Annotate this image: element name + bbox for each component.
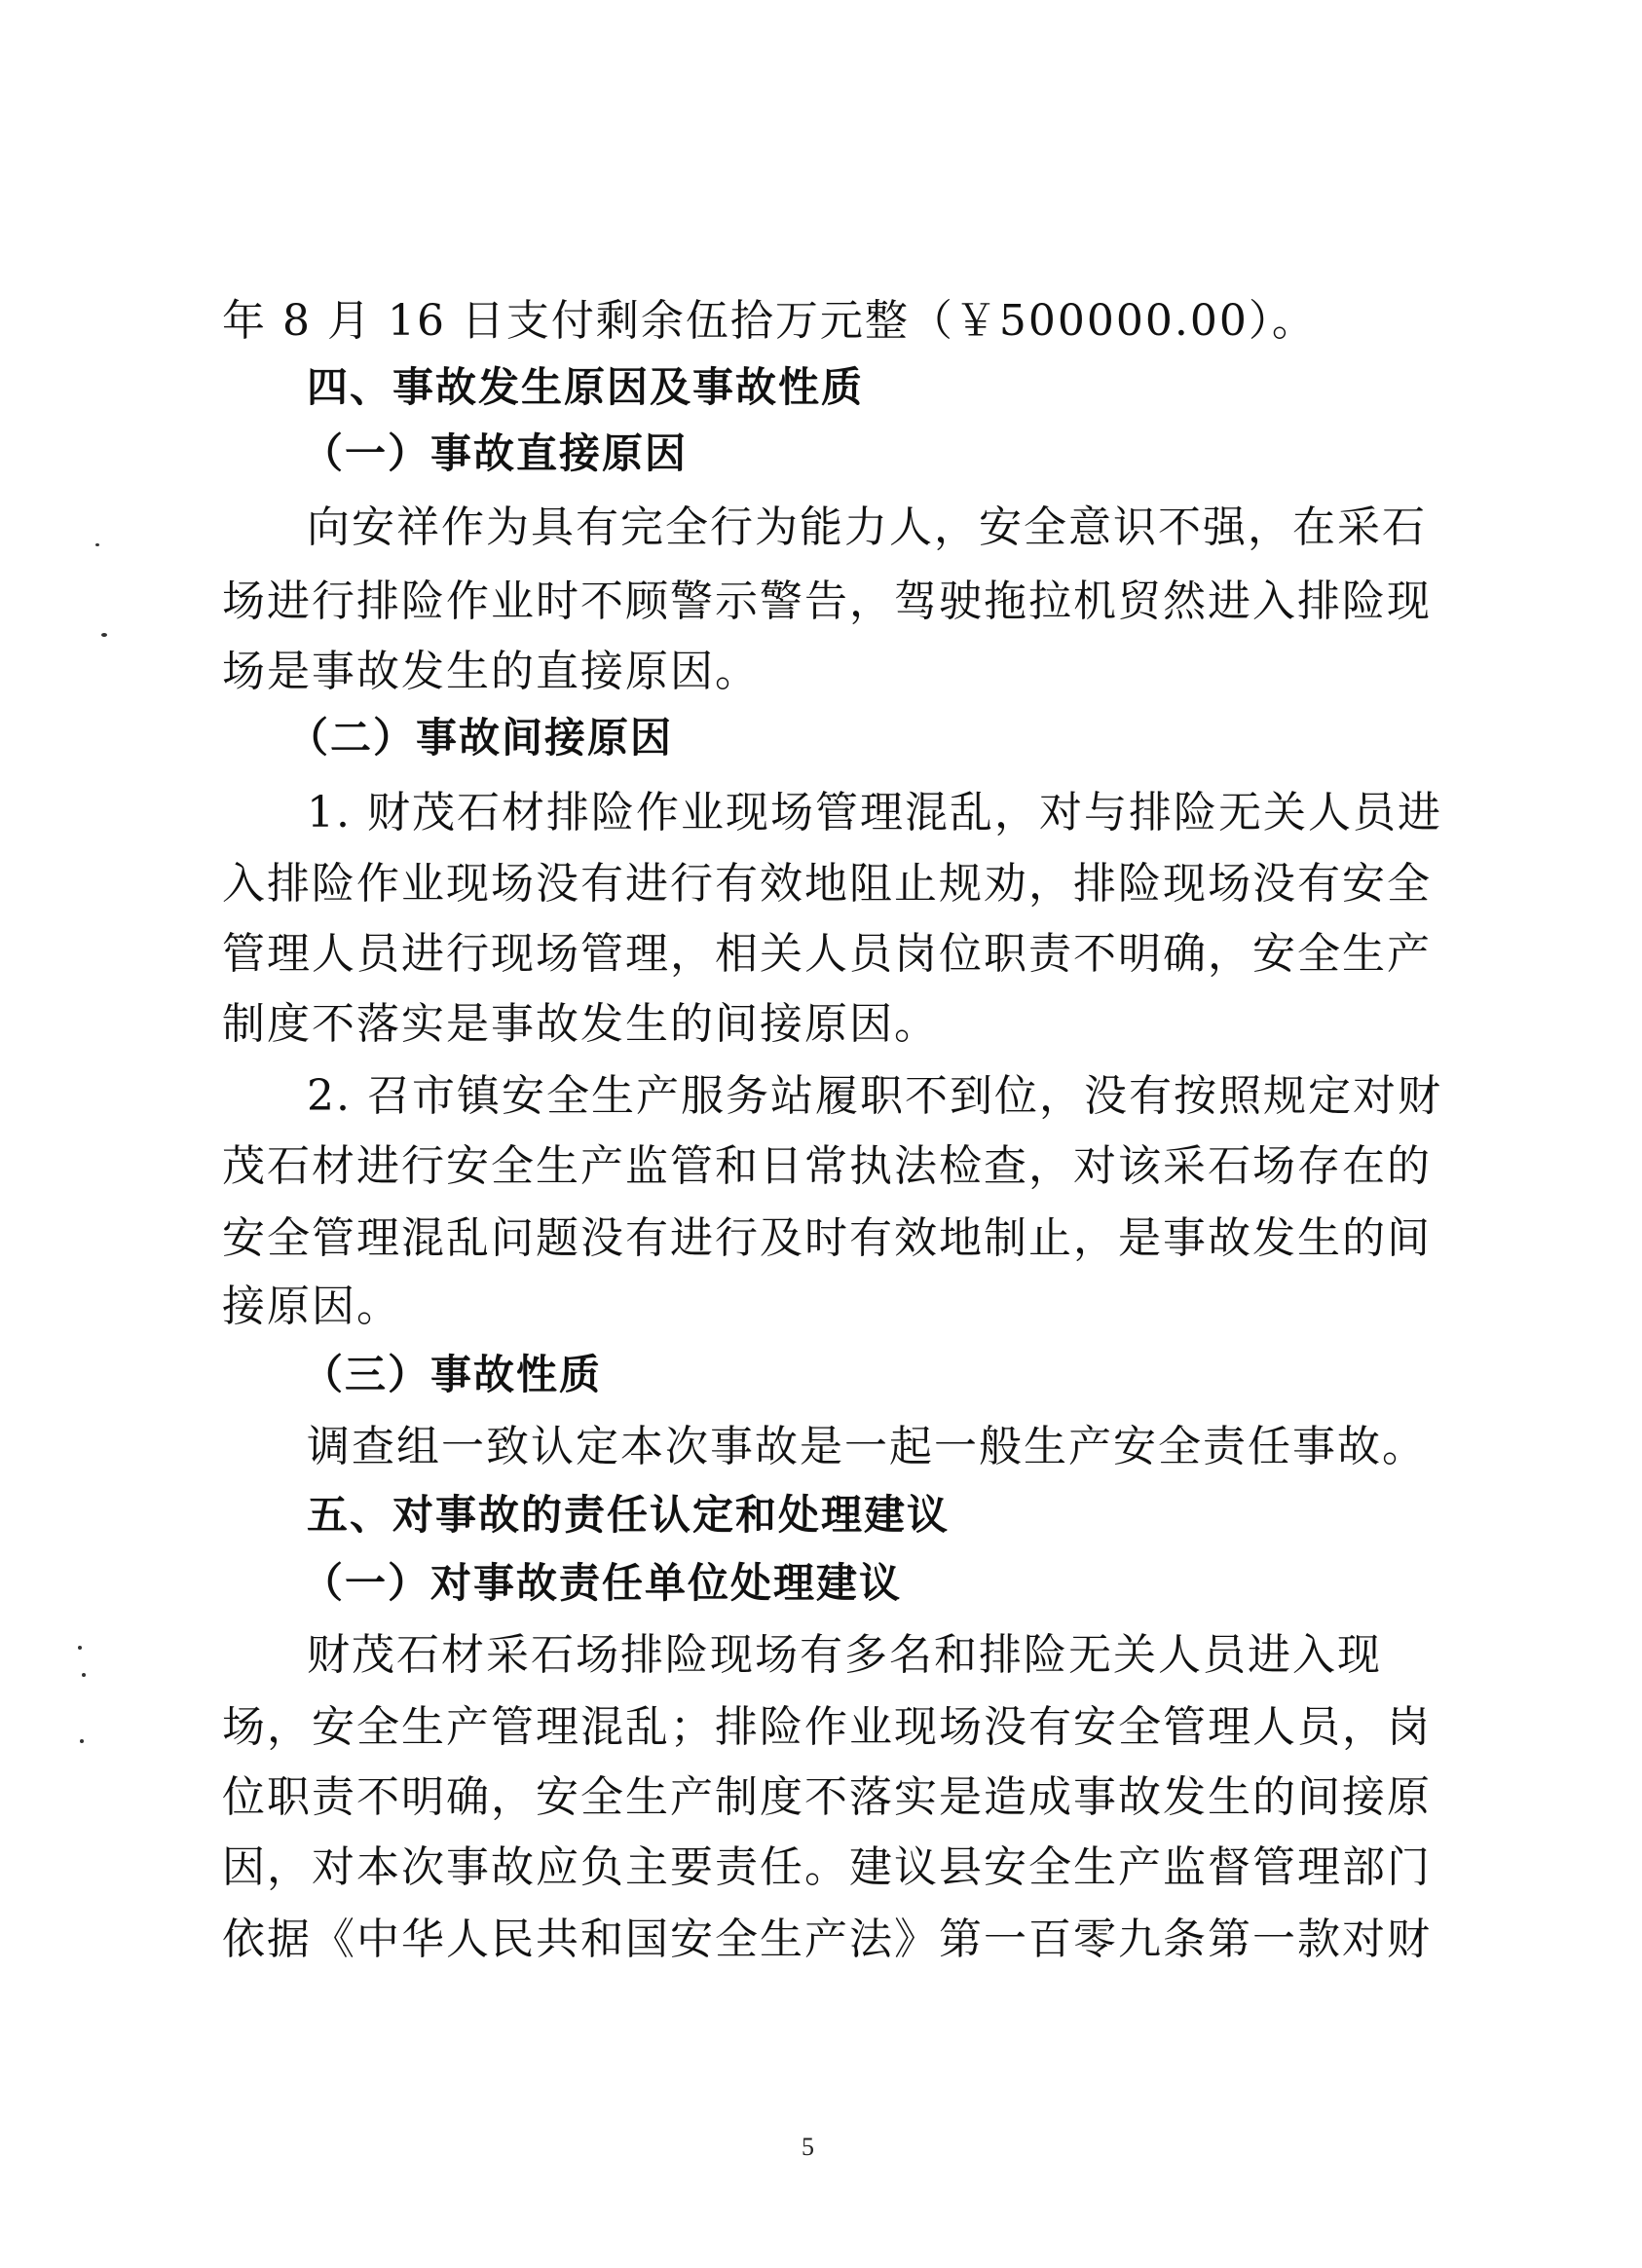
paragraph-line: 依据《中华人民共和国安全生产法》第一百零九条第一款对财 <box>222 1915 1432 1964</box>
paragraph-line: 向安祥作为具有完全行为能力人，安全意识不强，在采石 <box>307 502 1427 552</box>
paragraph-line: 位职责不明确，安全生产制度不落实是造成事故发生的间接原 <box>222 1772 1432 1822</box>
page-number: 5 <box>802 2133 814 2161</box>
paragraph-line: 1. 财茂石材排险作业现场管理混乱，对与排险无关人员进 <box>307 788 1442 837</box>
subsection-heading: （二）事故间接原因 <box>287 714 674 762</box>
paragraph-line: 接原因。 <box>222 1282 401 1331</box>
paragraph-line: 因，对本次事故应负主要责任。建议县安全生产监督管理部门 <box>222 1842 1432 1892</box>
paragraph-line: 场进行排险作业时不顾警示警告，驾驶拖拉机贸然进入排险现 <box>222 576 1432 626</box>
paragraph-line: 安全管理混乱问题没有进行及时有效地制止，是事故发生的间 <box>222 1213 1432 1263</box>
paragraph-line: 管理人员进行现场管理，相关人员岗位职责不明确，安全生产 <box>222 929 1432 979</box>
paragraph-line: 场，安全生产管理混乱；排险作业现场没有安全管理人员，岗 <box>222 1702 1432 1752</box>
section-heading: 四、事故发生原因及事故性质 <box>307 363 865 411</box>
paragraph-line: 场是事故发生的直接原因。 <box>222 647 760 696</box>
subsection-heading: （三）事故性质 <box>302 1351 603 1398</box>
scan-artifact <box>95 543 99 546</box>
subsection-heading: （一）对事故责任单位处理建议 <box>302 1559 903 1607</box>
scan-artifact <box>78 1646 82 1650</box>
subsection-heading: （一）事故直接原因 <box>302 429 689 477</box>
paragraph-line: 制度不落实是事故发生的间接原因。 <box>222 999 939 1049</box>
paragraph-line: 财茂石材采石场排险现场有多名和排险无关人员进入现 <box>307 1630 1382 1680</box>
paragraph-line: 调查组一致认定本次事故是一起一般生产安全责任事故。 <box>307 1422 1427 1471</box>
paragraph-line: 入排险作业现场没有进行有效地阻止规劝，排险现场没有安全 <box>222 859 1432 909</box>
scan-artifact <box>82 1673 86 1677</box>
section-heading: 五、对事故的责任认定和处理建议 <box>307 1491 951 1539</box>
scan-artifact <box>80 1739 84 1743</box>
text-line: 年 8 月 16 日支付剩余伍拾万元整（￥500000.00）。 <box>222 296 1317 346</box>
scan-artifact <box>101 633 107 637</box>
paragraph-line: 茂石材进行安全生产监管和日常执法检查，对该采石场存在的 <box>222 1141 1432 1191</box>
paragraph-line: 2. 召市镇安全生产服务站履职不到位，没有按照规定对财 <box>307 1071 1442 1121</box>
